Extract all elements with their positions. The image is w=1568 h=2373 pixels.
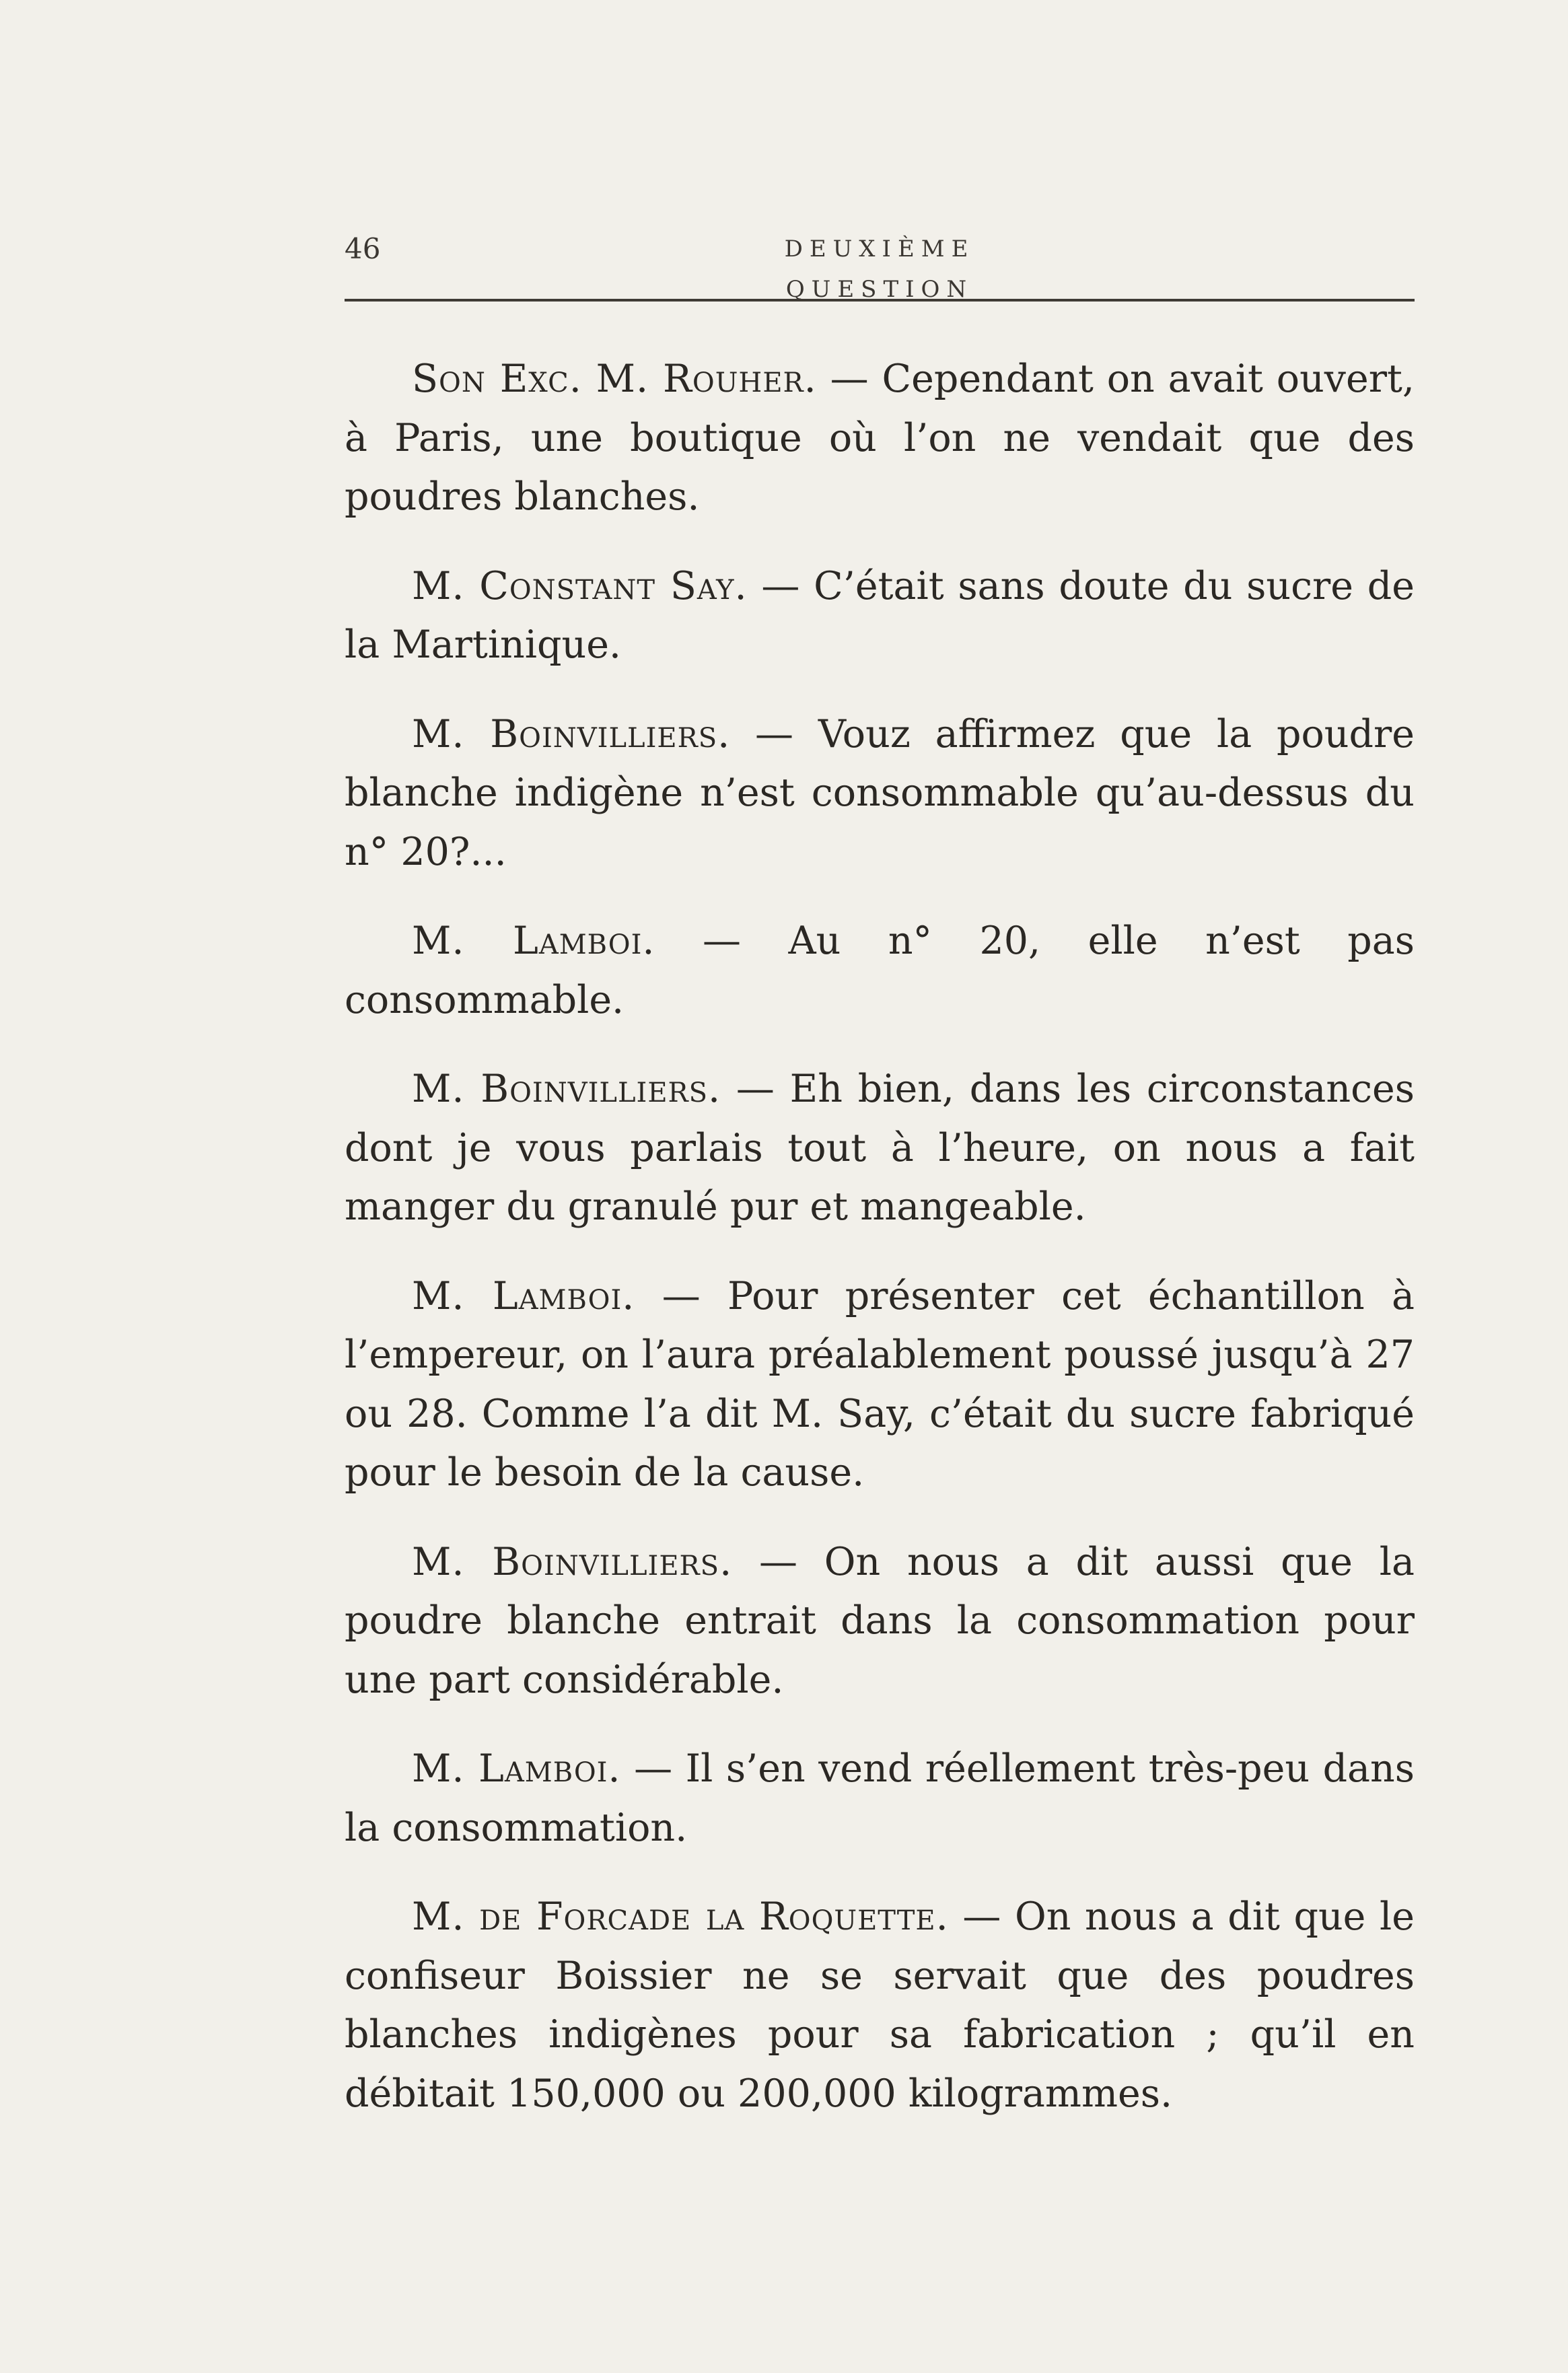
dialogue-paragraph: [345, 557, 1415, 675]
paragraph-text: — On nous a dit que le confiseur Boissier ne se servait que des poudres blanches indigènes pour sa fabrication ; qu’il en débitait 150,000 ou 200,000 kilogrammes.: [345, 1894, 1415, 2116]
page-header: [345, 229, 1415, 303]
speaker-name: M. de Forcade la Roquette.: [412, 1894, 949, 1939]
dialogue-paragraph: [345, 705, 1415, 882]
speaker-name: M. Boinvilliers.: [412, 711, 731, 756]
speaker-name: M. Lamboi.: [412, 919, 655, 963]
dialogue-paragraph: [345, 350, 1415, 527]
paragraph-text: — C’était sans doute du sucre de la Martinique.: [345, 563, 1415, 667]
dialogue-paragraph: [345, 1267, 1415, 1503]
running-title: DEUXIÈME QUESTION: [784, 236, 975, 303]
dialogue-paragraph: [345, 1060, 1415, 1237]
paragraph-text: — Au n° 20, elle n’est pas consommable.: [345, 919, 1415, 1022]
page-number: 46: [345, 232, 381, 265]
page-body: [345, 350, 1415, 2154]
paragraph-text: — Eh bien, dans les circonstances dont je vous parlais tout à l’heure, on nous a fait manger du granulé pur et mangeable.: [345, 1067, 1415, 1229]
paragraph-text: — On nous a dit aussi que la poudre blanche entrait dans la consommation pour une part considérable.: [345, 1539, 1415, 1702]
header-rule: [345, 299, 1415, 302]
speaker-name: M. Boinvilliers.: [412, 1067, 721, 1111]
paragraph-text: — Pour présenter cet échantillon à l’empereur, on l’aura préalablement poussé jusqu’à 27 ou 28. Comme l’a dit M. Say, c’était du sucre fabriqué pour le besoin de la cause.: [345, 1273, 1415, 1495]
paragraph-text: — Vouz affirmez que la poudre blanche indigène n’est consommable qu’au-dessus du n° 20?...: [345, 711, 1415, 874]
speaker-name: M. Lamboi.: [412, 1746, 621, 1791]
dialogue-paragraph: [345, 1740, 1415, 1857]
dialogue-paragraph: [345, 1533, 1415, 1710]
speaker-name: M. Boinvilliers.: [412, 1539, 733, 1584]
dialogue-paragraph: [345, 1888, 1415, 2123]
paragraph-text: — Il s’en vend réellement très-peu dans la consommation.: [345, 1746, 1415, 1850]
dialogue-paragraph: [345, 912, 1415, 1030]
speaker-name: M. Lamboi.: [412, 1273, 635, 1318]
speaker-name: M. Constant Say.: [412, 563, 748, 608]
paragraph-text: — Cependant on avait ouvert, à Paris, une boutique où l’on ne vendait que des poudres blanches.: [345, 357, 1415, 519]
speaker-name: Son Exc. M. Rouher.: [412, 357, 817, 401]
